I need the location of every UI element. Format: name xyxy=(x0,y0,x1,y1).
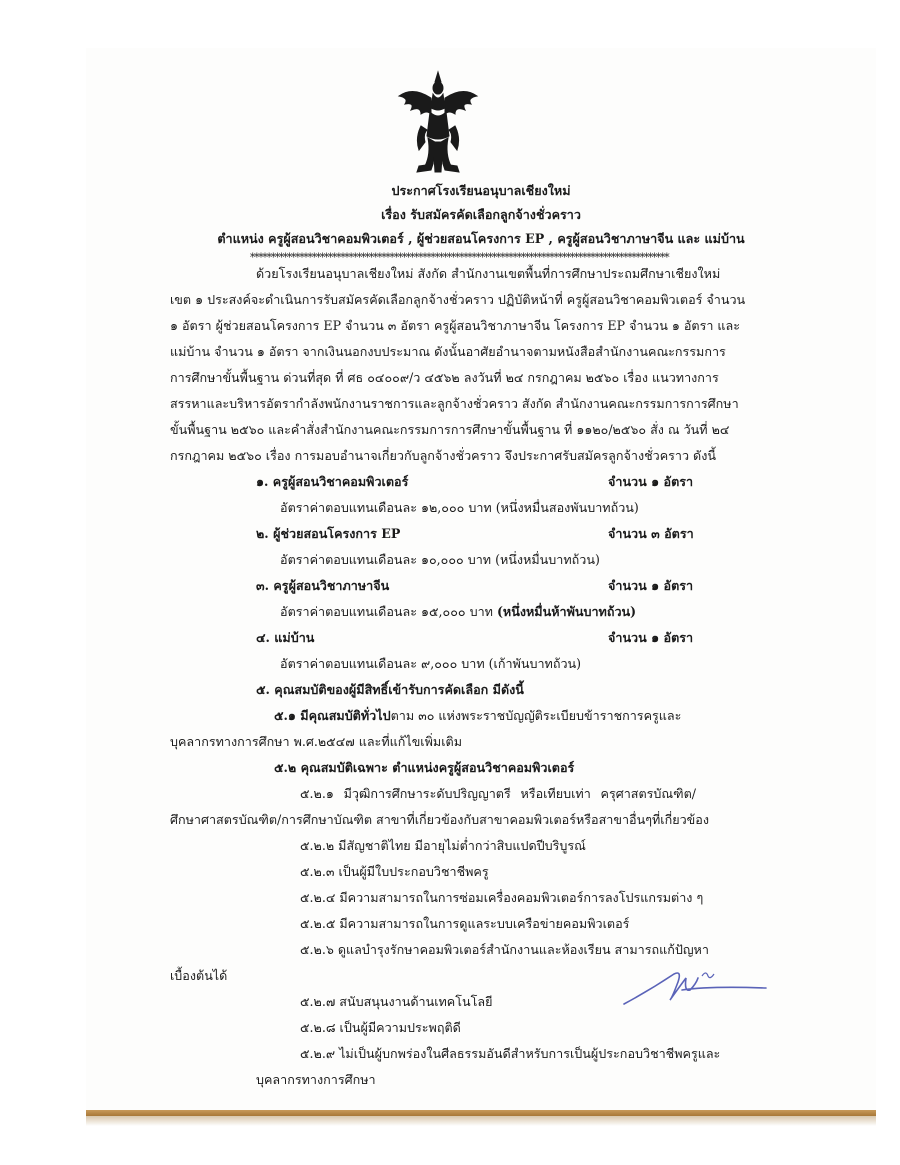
position-salary xyxy=(280,604,636,620)
qualification-item: ศึกษาศาสตรบัณฑิต/การศึกษาบัณฑิต สาขาที่เกี่ยวข้องกับสาขาคอมพิวเตอร์หรือสาขาอื่นๆที่เกี่ยวข้อง xyxy=(170,812,709,827)
position-count: จำนวน ๑ อัตรา xyxy=(608,474,694,489)
qualification-item: บุคลากรทางการศึกษา xyxy=(256,1072,376,1087)
salary-words: (หนึ่งหมื่นห้าพันบาทถ้วน) xyxy=(496,604,637,619)
position-salary: อัตราค่าตอบแทนเดือนละ ๑๐,๐๐๐ บาท (หนึ่งหมื่นบาทถ้วน) xyxy=(280,552,600,567)
position-count: จำนวน ๑ อัตรา xyxy=(608,578,694,593)
intro-line: กรกฎาคม ๒๕๖๐ เรื่อง การมอบอำนาจเกี่ยวกับลูกจ้างชั่วคราว จึงประกาศรับสมัครลูกจ้างชั่วคราว ดังนี้ xyxy=(170,448,716,463)
signature-icon xyxy=(620,960,770,1015)
position-salary: อัตราค่าตอบแทนเดือนละ ๑๒,๐๐๐ บาท (หนึ่งหมื่นสองพันบาทถ้วน) xyxy=(280,500,639,515)
qualification-item: ๕.๒.๖ ดูแลบำรุงรักษาคอมพิวเตอร์สำนักงานและห้องเรียน สามารถแก้ปัญหา xyxy=(300,942,709,957)
intro-line: ๑ อัตรา ผู้ช่วยสอนโครงการ EP จำนวน ๓ อัตรา ครูผู้สอนวิชาภาษาจีน โครงการ EP จำนวน ๑ อัตรา และ xyxy=(170,318,741,333)
separator-line: ****************************************************************************************************** xyxy=(250,252,669,264)
qualification-item: ๕.๒.๔ มีความสามารถในการซ่อมเครื่องคอมพิวเตอร์การลงโปรแกรมต่าง ๆ xyxy=(300,890,704,905)
salary-amount: อัตราค่าตอบแทนเดือนละ ๑๕,๐๐๐ บาท xyxy=(280,604,493,619)
position-count: จำนวน ๑ อัตรา xyxy=(608,630,694,645)
general-qualification-cont: บุคลากรทางการศึกษา พ.ศ.๒๕๔๗ และที่แก้ไขเพิ่มเติม xyxy=(170,734,462,749)
qualifications-heading: ๕. คุณสมบัติของผู้มีสิทธิ์เข้ารับการคัดเลือก มีดังนี้ xyxy=(256,682,524,697)
announcement-positions: ตำแหน่ง ครูผู้สอนวิชาคอมพิวเตอร์ , ผู้ช่วยสอนโครงการ EP , ครูผู้สอนวิชาภาษาจีน และ แม่บ้าน xyxy=(217,231,745,246)
intro-line: สรรหาและบริหารอัตรากำลังพนักงานราชการและลูกจ้างชั่วคราว สังกัด สำนักงานคณะกรรมการการศึกษา xyxy=(170,396,739,411)
intro-line: ด้วยโรงเรียนอนุบาลเชียงใหม่ สังกัด สำนักงานเขตพื้นที่การศึกษาประถมศึกษาเชียงใหม่ xyxy=(256,266,721,281)
position-title: ๔. แม่บ้าน xyxy=(256,630,315,645)
specific-qualification-heading: ๕.๒ คุณสมบัติเฉพาะ ตำแหน่งครูผู้สอนวิชาคอมพิวเตอร์ xyxy=(274,760,575,775)
qualification-item: ๕.๒.๓ เป็นผู้มีใบประกอบวิชาชีพครู xyxy=(300,864,489,879)
position-title: ๓. ครูผู้สอนวิชาภาษาจีน xyxy=(256,578,390,593)
position-title: ๑. ครูผู้สอนวิชาคอมพิวเตอร์ xyxy=(256,474,409,489)
position-title: ๒. ผู้ช่วยสอนโครงการ EP xyxy=(256,526,401,541)
qualification-item: ๕.๒.๘ เป็นผู้มีความประพฤติดี xyxy=(300,1020,461,1035)
announcement-subject: เรื่อง รับสมัครคัดเลือกลูกจ้างชั่วคราว xyxy=(381,207,581,222)
page-shadow xyxy=(86,1116,876,1126)
qualification-item: เบื้องต้นได้ xyxy=(170,968,228,983)
general-qualification-label: ๕.๑ มีคุณสมบัติทั่วไป xyxy=(274,708,391,723)
intro-line: การศึกษาขั้นพื้นฐาน ด่วนที่สุด ที่ ศธ ๐๔๐๐๙/ว ๔๕๖๒ ลงวันที่ ๒๔ กรกฎาคม ๒๕๖๐ เรื่อง แนวทางการ xyxy=(170,370,719,385)
announcement-title: ประกาศโรงเรียนอนุบาลเชียงใหม่ xyxy=(391,183,571,198)
general-qualification-text: ตาม ๓๐ แห่งพระราชบัญญัติระเบียบข้าราชการครูและ xyxy=(390,708,682,723)
garuda-emblem-icon xyxy=(395,68,481,180)
position-salary: อัตราค่าตอบแทนเดือนละ ๙,๐๐๐ บาท (เก้าพันบาทถ้วน) xyxy=(280,656,582,671)
position-count: จำนวน ๓ อัตรา xyxy=(608,526,694,541)
qualification-item: ๕.๒.๗ สนับสนุนงานด้านเทคโนโลยี xyxy=(300,994,493,1009)
qualification-item: ๕.๒.๒ มีสัญชาติไทย มีอายุไม่ต่ำกว่าสิบแปดปีบริบูรณ์ xyxy=(300,838,586,853)
intro-line: เขต ๑ ประสงค์จะดำเนินการรับสมัครคัดเลือกลูกจ้างชั่วคราว ปฏิบัติหน้าที่ ครูผู้สอนวิชาคอมพิวเตอร์ จำนวน xyxy=(170,292,746,307)
qualification-item: ๕.๒.๑ มีวุฒิการศึกษาระดับปริญญาตรี หรือเทียบเท่า ครุศาสตรบัณฑิต/ xyxy=(300,786,696,801)
qualification-item: ๕.๒.๕ มีความสามารถในการดูแลระบบเครือข่ายคอมพิวเตอร์ xyxy=(300,916,630,931)
intro-line: แม่บ้าน จำนวน ๑ อัตรา จากเงินนอกงบประมาณ ดังนั้นอาศัยอำนาจตามหนังสือสำนักงานคณะกรรมการ xyxy=(170,344,726,359)
intro-line: ขั้นพื้นฐาน ๒๕๖๐ และคำสั่งสำนักงานคณะกรรมการการศึกษาขั้นพื้นฐาน ที่ ๑๑๒๐/๒๕๖๐ สั่ง ณ วันที่ ๒๔ xyxy=(170,422,730,437)
general-qualification xyxy=(274,708,681,724)
qualification-item: ๕.๒.๙ ไม่เป็นผู้บกพร่องในศีลธรรมอันดีสำหรับการเป็นผู้ประกอบวิชาชีพครูและ xyxy=(300,1046,721,1061)
